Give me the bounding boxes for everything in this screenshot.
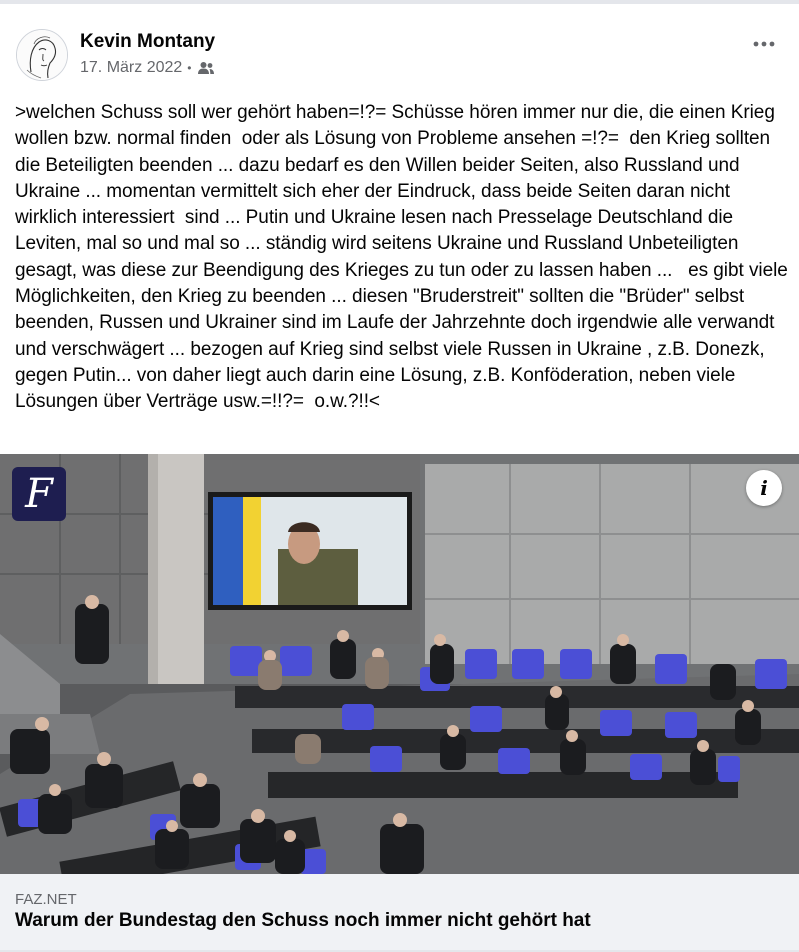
link-title[interactable]: Warum der Bundestag den Schuss noch immer nicht gehört hat	[15, 910, 591, 931]
author-name[interactable]: Kevin Montany	[80, 31, 216, 52]
meta-separator: •	[187, 61, 192, 75]
friends-icon	[197, 61, 215, 75]
post-meta	[80, 59, 215, 77]
post-text: >welchen Schuss soll wer gehört haben=!?= Schüsse hören immer nur die, die einen Krieg wollen bzw. normal finden oder als Lösung von Probleme ansehen =!?= den Krieg sollten die Beteiligten beenden ... dazu bedarf es den Willen beider Seiten, also Russland und Ukraine ... momentan vermittelt sich eher der Eindruck, dass beide Seiten daran nicht wirklich interessiert sind ... Putin und Ukraine lesen nach Presselage Deutschland die Leviten, mal so und mal so ... ständig wird seitens Ukraine und Russland Unbeteiligten gesagt, was diese zur Beendigung des Krieges zu tun oder zu lassen haben ... es gibt viele Möglichkeiten, den Krieg zu beenden ... diesen "Bruderstreit" sollten die "Brüder" selbst beenden, Russen und Ukrainer sind im Laufe der Jahrzehnte doch irgendwie alle verwandt und verschwägert ... bezogen auf Krieg sind selbst viele Russen in Ukraine , z.B. Donezk, gegen Putin... von daher liegt auch darin eine Lösung, z.B. Konföderation, neben viele Lösungen über Verträge usw.=!!?= o.w.?!!<	[15, 102, 794, 413]
link-domain: FAZ.NET	[15, 891, 77, 908]
more-horizontal-icon	[753, 41, 775, 47]
more-options-button[interactable]	[745, 30, 783, 58]
faz-logo: F	[12, 467, 66, 521]
link-preview-image[interactable]	[0, 454, 799, 874]
author-avatar[interactable]	[16, 29, 68, 81]
link-preview[interactable]	[0, 874, 799, 950]
info-button[interactable]: i	[746, 470, 782, 506]
post-date[interactable]: 17. März 2022	[80, 59, 183, 76]
post-header	[0, 4, 799, 94]
